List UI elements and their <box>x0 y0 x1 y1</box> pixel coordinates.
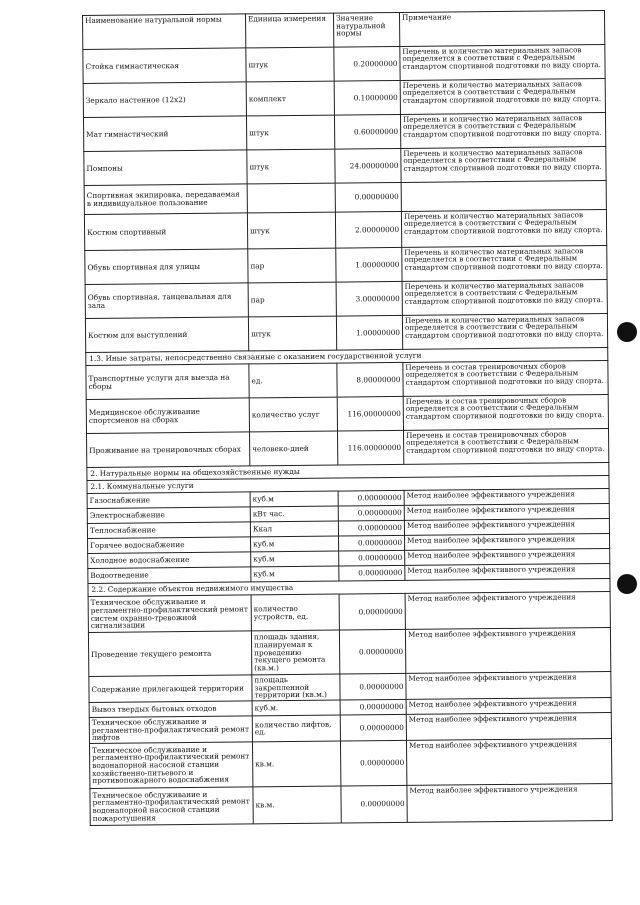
table-row <box>84 209 606 250</box>
norm-name-cell: Электроснабжение <box>87 507 250 524</box>
note-cell: Метод наиболее эффективного учреждения <box>405 548 610 565</box>
value-cell: 0.00000000 <box>335 182 401 212</box>
table-row <box>83 44 605 83</box>
norm-name-cell: Вывоз твердых бытовых отходов <box>89 701 252 718</box>
norm-name-cell: Техническое обслуживание и регламентно-профилактический ремонт лифтов <box>89 716 252 744</box>
value-cell: 0.00000000 <box>340 714 406 741</box>
value-cell: 3.00000000 <box>336 281 402 316</box>
table-row <box>85 313 607 352</box>
norm-name-cell: Транспортные услуги для выезда на сборы <box>86 364 249 400</box>
value-cell: 0.00000000 <box>338 490 404 506</box>
table-row <box>88 627 610 676</box>
note-cell: Метод наиболее эффективного учреждения <box>405 627 610 673</box>
value-cell: 2.00000000 <box>335 211 401 248</box>
value-cell: 0.00000000 <box>339 535 405 551</box>
table-row <box>87 428 609 467</box>
table-row <box>84 146 606 185</box>
unit-cell: пар <box>248 248 336 283</box>
unit-cell: пар <box>248 282 336 317</box>
note-cell: Перечень и количество материальных запасов определяется в соответствии с Федеральным стандартом спортивной подготовки по виду спорта. <box>400 44 605 80</box>
note-cell: Перечень и количество материальных запасов определяется в соответствии с Федеральным стандартом спортивной подготовки по виду спорта. <box>402 313 607 349</box>
unit-cell: количество лифтов, ед. <box>252 715 340 742</box>
unit-cell: штук <box>246 115 334 150</box>
note-cell: Перечень и количество материальных запасов определяется в соответствии с Федеральным стандартом спортивной подготовки по виду спорта. <box>402 245 607 281</box>
header-name: Наименование натуральной нормы <box>83 14 246 50</box>
unit-cell: кВт час. <box>250 506 338 522</box>
norm-name-cell: Водоотведение <box>88 567 251 584</box>
note-cell: Перечень и состав тренировочных сборов определяется в соответствии с Федеральным стандартом спортивной подготовки по виду спорта. <box>403 394 608 430</box>
value-cell: 0.00000000 <box>339 629 405 674</box>
value-cell: 116.00000000 <box>337 396 403 431</box>
norm-name-cell: Обувь спортивная, танцевальная для зала <box>85 283 248 319</box>
unit-cell: Ккал <box>250 521 338 537</box>
note-cell: Перечень и количество материальных запасов определяется в соответствии с Федеральным стандартом спортивной подготовки по виду спорта. <box>400 78 605 114</box>
table-row <box>86 394 608 433</box>
note-cell: Перечень и количество материальных запасов определяется в соответствии с Федеральным стандартом спортивной подготовки по виду спорта. <box>401 209 606 247</box>
note-cell: Перечень и состав тренировочных сборов определяется в соответствии с Федеральным стандартом спортивной подготовки по виду спорта. <box>403 360 608 396</box>
note-cell: Перечень и количество материальных запасов определяется в соответствии с Федеральным стандартом спортивной подготовки по виду спорта. <box>400 112 605 148</box>
norm-name-cell: Холодное водоснабжение <box>88 552 251 569</box>
note-cell: Перечень и количество материальных запасов определяется в соответствии с Федеральным стандартом спортивной подготовки по виду спорта. <box>402 279 607 315</box>
norm-name-cell: Газоснабжение <box>87 492 250 509</box>
note-cell: Метод наиболее эффективного учреждения <box>406 697 611 714</box>
table-row <box>88 591 610 632</box>
table-row <box>86 360 608 399</box>
note-cell: Метод наиболее эффективного учреждения <box>406 738 611 785</box>
value-cell: 0.00000000 <box>341 785 407 823</box>
unit-cell: куб.м <box>251 551 339 567</box>
table-row <box>90 783 612 825</box>
norm-name-cell: Проживание на тренировочных сборах <box>87 432 250 468</box>
norm-name-cell: Теплоснабжение <box>87 522 250 539</box>
table-header-row <box>83 10 605 49</box>
norm-name-cell: Проведение текущего ремонта <box>88 631 251 677</box>
note-cell: Метод наиболее эффективного учреждения <box>405 563 610 580</box>
unit-cell: штук <box>247 149 335 184</box>
norm-name-cell: Зеркало настенное (12x2) <box>83 82 246 118</box>
norm-name-cell: Костюм спортивный <box>84 213 247 251</box>
unit-cell: куб.м <box>250 491 338 507</box>
section-title: 1.3. Иные затраты, непосредственно связанные с оказанием государственной услуги <box>86 347 608 365</box>
section-title: 2.1. Коммунальные услуги <box>87 475 609 493</box>
norm-name-cell: Стойка гимнастическая <box>83 48 246 84</box>
norm-name-cell: Техническое обслуживание и регламентно-профилактический ремонт водонапорной насосной станции пожаротушения <box>90 787 253 826</box>
unit-cell: количество устройств, ед. <box>251 594 339 631</box>
value-cell: 8.00000000 <box>337 362 403 397</box>
note-cell <box>401 180 606 211</box>
norm-name-cell: Помпоны <box>84 150 247 186</box>
value-cell: 0.00000000 <box>339 565 405 581</box>
punch-hole-mark <box>617 322 637 342</box>
value-cell: 1.00000000 <box>336 315 402 350</box>
unit-cell: ед. <box>249 363 337 398</box>
norm-name-cell: Костюм для выступлений <box>85 317 248 353</box>
unit-cell: штук <box>248 316 336 351</box>
value-cell: 0.20000000 <box>334 46 400 81</box>
note-cell: Метод наиболее эффективного учреждения <box>406 671 611 699</box>
value-cell: 0.00000000 <box>338 520 404 536</box>
header-value: Значение натуральной нормы <box>333 12 399 47</box>
unit-cell: площадь закрепленной территории (кв.м.) <box>252 674 340 701</box>
norm-name-cell: Обувь спортивная для улицы <box>85 249 248 285</box>
value-cell: 0.00000000 <box>340 673 406 700</box>
section-title: 2. Натуральные нормы на общехозяйственные нужды <box>87 462 609 480</box>
note-cell: Метод наиболее эффективного учреждения <box>405 533 610 550</box>
value-cell: 116.00000000 <box>338 430 404 465</box>
unit-cell: кв.м. <box>253 786 341 824</box>
table-row <box>83 78 605 117</box>
unit-cell: куб.м <box>251 566 339 582</box>
note-cell: Метод наиболее эффективного учреждения <box>406 712 611 740</box>
note-cell: Перечень и состав тренировочных сборов определяется в соответствии с Федеральным стандартом спортивной подготовки по виду спорта. <box>404 428 609 464</box>
note-cell: Метод наиболее эффективного учреждения <box>404 518 609 535</box>
norm-name-cell: Техническое обслуживание и регламентно-профилактический ремонт систем охранно-тревожной сигнализации <box>88 595 251 633</box>
value-cell: 0.60000000 <box>334 114 400 149</box>
natural-norms-table <box>82 10 613 826</box>
norm-name-cell: Техническое обслуживание и регламентно-профилактический ремонт водонапорной насосной станции хозяйственно-питьевого и противопожарного водоснабжения <box>89 742 252 789</box>
unit-cell: штук <box>247 212 335 249</box>
value-cell: 0.00000000 <box>338 505 404 521</box>
table-row <box>83 112 605 151</box>
value-cell: 24.00000000 <box>335 148 401 183</box>
norm-name-cell: Мат гимнастический <box>83 116 246 152</box>
table-row <box>85 245 607 284</box>
table-row <box>85 279 607 318</box>
value-cell: 0.00000000 <box>339 550 405 566</box>
note-cell: Метод наиболее эффективного учреждения <box>407 783 612 822</box>
table-row <box>89 738 611 788</box>
section-title: 2.2. Содержание объектов недвижимого имущества <box>88 578 610 596</box>
header-note: Примечание <box>399 10 604 46</box>
value-cell: 0.00000000 <box>339 593 405 630</box>
note-cell: Метод наиболее эффективного учреждения <box>404 503 609 520</box>
unit-cell: куб.м <box>251 536 339 552</box>
unit-cell: штук <box>246 47 334 82</box>
note-cell: Метод наиболее эффективного учреждения <box>405 591 610 629</box>
value-cell: 0.00000000 <box>340 740 406 786</box>
norm-name-cell: Медицинское обслуживание спортсменов на сборах <box>86 398 249 434</box>
note-cell: Метод наиболее эффективного учреждения <box>404 488 609 505</box>
value-cell: 0.10000000 <box>334 80 400 115</box>
note-cell: Перечень и количество материальных запасов определяется в соответствии с Федеральным стандартом спортивной подготовки по виду спорта. <box>401 146 606 182</box>
header-unit: Единица измерения <box>245 13 333 48</box>
norm-name-cell: Горячее водоснабжение <box>88 537 251 554</box>
unit-cell: куб.м. <box>252 700 340 716</box>
unit-cell: площадь здания, планируемая к проведению текущего ремонта (кв.м.) <box>251 630 339 675</box>
punch-hole-mark <box>617 574 637 594</box>
unit-cell: комплект <box>246 81 334 116</box>
value-cell: 0.00000000 <box>340 699 406 715</box>
unit-cell: кв.м. <box>252 741 340 787</box>
norm-name-cell: Спортивная экипировка, передаваемая в индивидуальное пользование <box>84 184 247 215</box>
unit-cell: количество услуг <box>249 397 337 432</box>
unit-cell <box>247 183 335 213</box>
unit-cell: человеко-дней <box>250 431 338 466</box>
norm-name-cell: Содержание прилегающей территории <box>89 675 252 703</box>
value-cell: 1.00000000 <box>336 247 402 282</box>
